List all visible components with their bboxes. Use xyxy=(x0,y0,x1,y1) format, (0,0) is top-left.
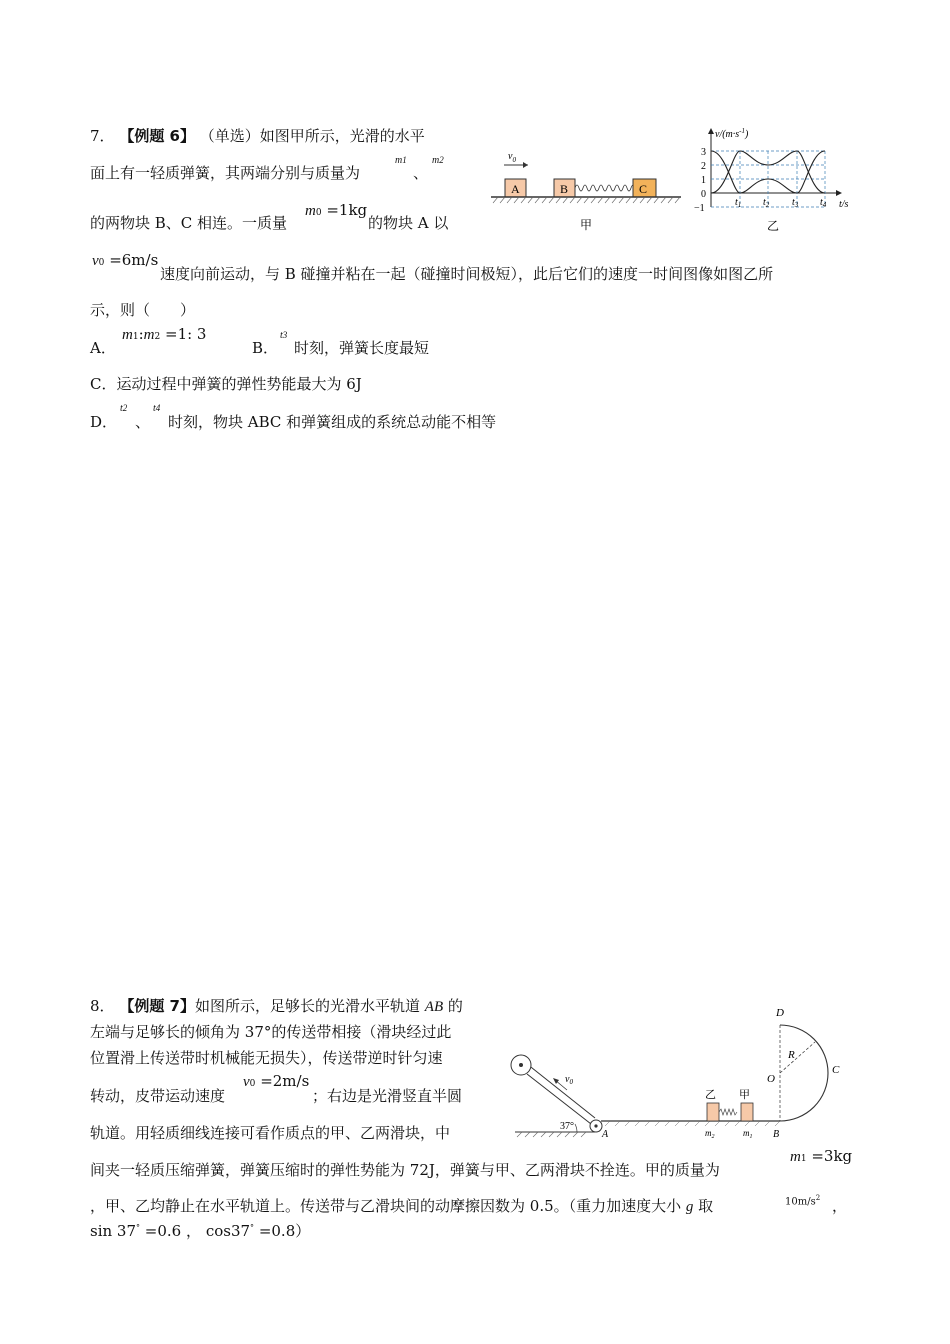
point-b-label: B xyxy=(773,1129,780,1140)
yi-ylabel: $v/(m\cdot s^{-1})$ xyxy=(715,127,749,140)
block-yi-label: 乙 xyxy=(705,1089,716,1101)
block-jia xyxy=(741,1103,753,1121)
q7-option-b-t3: t3 xyxy=(280,330,288,341)
q7-m2-symbol: m2 xyxy=(432,155,444,166)
q7-number: 7． xyxy=(90,127,115,145)
q8-m1-expr: m1 =3kg xyxy=(790,1147,853,1165)
belt-top-roller-axle xyxy=(519,1063,523,1067)
q8-line6: 间夹一轻质压缩弹簧，弹簧压缩时的弹性势能为 72J，弹簧与甲、乙两滑块不拴连。甲的质量为 xyxy=(90,1161,720,1179)
q7-line1 xyxy=(90,126,425,146)
yi-y-arrow xyxy=(708,128,714,134)
block-yi-mass: $m_2$ xyxy=(705,1128,715,1140)
q7-figure-yi xyxy=(693,125,863,240)
q8-number: 8． xyxy=(90,997,115,1015)
q7-option-d-sep: 、 xyxy=(135,413,151,431)
q8-line1: 8． 【例题 7】如图所示，足够长的光滑水平轨道 AB 的 xyxy=(90,997,463,1015)
q8-line7-end: ， xyxy=(832,1197,848,1215)
yi-xtick-t2: $t_2$ xyxy=(763,197,770,209)
block-jia-label: 甲 xyxy=(739,1089,750,1101)
belt-bottom-roller-axle xyxy=(594,1124,597,1127)
angle-arc xyxy=(575,1124,577,1132)
q7-line1-text: （单选）如图甲所示，光滑的水平 xyxy=(199,127,425,145)
yi-xlabel: t/s xyxy=(839,199,849,210)
q7-line2: 面上有一轻质弹簧，其两端分别与质量为 xyxy=(90,164,361,182)
q8-g-value: $10m/s^2$ xyxy=(785,1194,821,1208)
q8-figure xyxy=(505,1000,860,1145)
block-jia-mass: $m_1$ xyxy=(743,1128,753,1140)
block-c-label: C xyxy=(639,182,648,196)
yi-ytick-1: 1 xyxy=(701,175,706,186)
angle-label: 37° xyxy=(560,1121,574,1132)
point-d-label: D xyxy=(776,1007,784,1019)
q7-m0-expr: m0 =1kg xyxy=(305,201,368,219)
block-a-label: A xyxy=(511,182,520,196)
jia-arrow-head xyxy=(523,162,528,168)
block-b-label: B xyxy=(560,182,569,196)
q8-line8: sin 37° =0.6 ， cos37° =0.8） xyxy=(90,1222,311,1240)
semicircle-track xyxy=(780,1025,828,1121)
radius-line xyxy=(780,1042,815,1073)
yi-ytick-2: 2 xyxy=(701,161,706,172)
jia-v0-label: $v_0$ xyxy=(508,151,516,164)
q7-line4: 速度向前运动，与 B 碰撞并粘在一起（碰撞时间极短），此后它们的速度一时间图像如图乙所 xyxy=(160,265,774,283)
yi-xtick-t3: $t_3$ xyxy=(792,197,799,209)
q7-option-d-t2: t2 xyxy=(120,403,128,414)
q8-line4a: 转动，皮带运动速度 xyxy=(90,1087,226,1105)
yi-ytick-0: 0 xyxy=(701,189,706,200)
yi-caption: 乙 xyxy=(767,219,780,233)
track-hatch xyxy=(605,1121,780,1126)
q8-line2: 左端与足够长的倾角为 37°的传送带相接（滑块经过此 xyxy=(90,1023,452,1041)
yi-x-arrow xyxy=(836,190,842,196)
q8-spring xyxy=(719,1109,737,1115)
q7-option-d-text: 时刻，物块 ABC 和弹簧组成的系统总动能不相等 xyxy=(168,413,497,431)
q7-line3b: 的物块 A 以 xyxy=(368,214,449,232)
belt-ground-hatch xyxy=(517,1132,586,1137)
q7-line3a: 的两物块 B、C 相连。一质量 xyxy=(90,214,288,232)
q7-m1-symbol: m1 xyxy=(395,155,407,166)
block-yi xyxy=(707,1103,719,1121)
point-c-label: C xyxy=(832,1064,840,1076)
q7-sep: 、 xyxy=(413,164,429,182)
q7-v0-expr: v0 =6m/s xyxy=(92,251,159,269)
yi-xtick-t4: $t_4$ xyxy=(820,197,827,209)
q8-line3: 位置滑上传送带时机械能无损失），传送带逆时针匀速 xyxy=(90,1049,443,1067)
q7-option-b-label: B． xyxy=(252,339,279,357)
point-a-label: A xyxy=(602,1129,609,1140)
yi-xtick-t1: $t_1$ xyxy=(735,197,742,209)
q7-option-a-label: A． xyxy=(90,339,116,357)
q7-line5: 示，则（ ） xyxy=(90,301,196,319)
jia-caption: 甲 xyxy=(580,218,593,232)
q8-line7: ，甲、乙均静止在水平轨道上。传送带与乙滑块间的动摩擦因数为 0.5。（重力加速度大小 g 取 xyxy=(90,1197,714,1215)
jia-ground-hatch xyxy=(493,197,680,203)
q7-option-d-label: D． xyxy=(90,413,118,431)
q8-line5: 轨道。用轻质细线连接可看作质点的甲、乙两滑块，中 xyxy=(90,1124,451,1142)
radius-label: R xyxy=(788,1049,795,1061)
q8-v0-expr: v0 =2m/s xyxy=(243,1072,310,1090)
yi-ytick-neg1: −1 xyxy=(694,203,705,214)
q7-tag: 【例题 6】 xyxy=(119,127,195,145)
q8-line4b: ；右边是光滑竖直半圆 xyxy=(312,1087,463,1105)
q7-option-c: C．运动过程中弹簧的弹性势能最大为 6J xyxy=(90,375,362,393)
yi-ytick-3: 3 xyxy=(701,147,706,158)
belt-v0-label: $v_0$ xyxy=(565,1074,573,1086)
q8-tag: 【例题 7】 xyxy=(119,997,195,1015)
q7-option-d-t4: t4 xyxy=(153,403,161,414)
q7-option-a-expr: m1:m2 =1: 3 xyxy=(122,325,207,343)
q7-option-b-text: 时刻，弹簧长度最短 xyxy=(294,339,430,357)
point-o-label: O xyxy=(767,1073,775,1085)
q7-figure-jia xyxy=(488,140,688,235)
